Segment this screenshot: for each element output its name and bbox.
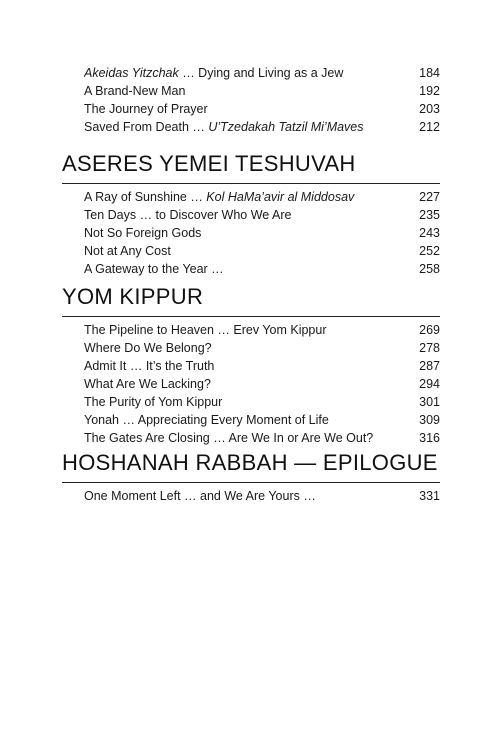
entry-title [84, 393, 400, 411]
toc-entry [62, 339, 442, 357]
entry-title-text: A Ray of Sunshine … [84, 190, 207, 204]
section-heading: ASERES YEMEI TESHUVAH [62, 151, 356, 176]
entry-title [84, 321, 400, 339]
entry-list [62, 188, 442, 278]
entry-page-number: 203 [419, 102, 440, 116]
entry-page-number: 269 [419, 323, 440, 337]
entry-page-number: 331 [419, 489, 440, 503]
toc-entry [62, 242, 442, 260]
entry-title-text: The Pipeline to Heaven … Erev Yom Kippur [84, 323, 327, 337]
entry-page-number: 192 [419, 84, 440, 98]
toc-entry [62, 393, 442, 411]
entry-title-text: Not So Foreign Gods [84, 226, 202, 240]
entry-title [84, 224, 400, 242]
entry-title [84, 411, 400, 429]
entry-title [84, 118, 400, 136]
entry-page-number: 316 [419, 431, 440, 445]
entry-page-number: 294 [419, 377, 440, 391]
toc-entry [62, 188, 442, 206]
toc-section-aseres-yemei-teshuvah [62, 151, 442, 278]
entry-page-number: 309 [419, 413, 440, 427]
entry-title-text: Not at Any Cost [84, 244, 171, 258]
toc-entry [62, 118, 442, 136]
entry-title-text: Ten Days … to Discover Who We Are [84, 208, 292, 222]
toc-entry [62, 487, 442, 505]
toc-entry [62, 375, 442, 393]
section-heading: YOM KIPPUR [62, 284, 204, 309]
entry-title [84, 82, 400, 100]
entry-page-number: 212 [419, 120, 440, 134]
entry-page-number: 258 [419, 262, 440, 276]
entry-title-italic: U’Tzedakah Tatzil Mi’Maves [208, 120, 364, 134]
entry-title [84, 487, 400, 505]
entry-title-italic: Akeidas Yitzchak [84, 66, 179, 80]
toc-section-yom-kippur [62, 284, 442, 447]
toc-section-hoshanah-rabbah-epilogue [62, 450, 442, 505]
toc-entry [62, 429, 442, 447]
entry-page-number: 301 [419, 395, 440, 409]
entry-title-text: Admit It … It’s the Truth [84, 359, 215, 373]
entry-title-text: A Brand-New Man [84, 84, 186, 98]
toc-entry [62, 100, 442, 118]
entry-title-text: Yonah … Appreciating Every Moment of Life [84, 413, 329, 427]
entry-title-text: The Purity of Yom Kippur [84, 395, 223, 409]
toc-entry [62, 82, 442, 100]
entry-title [84, 339, 400, 357]
entry-title [84, 188, 400, 206]
entry-page-number: 252 [419, 244, 440, 258]
entry-title-italic: Kol HaMa’avir al Middosav [206, 190, 355, 204]
toc-entry [62, 260, 442, 278]
toc-entry [62, 224, 442, 242]
entry-page-number: 235 [419, 208, 440, 222]
entry-title-text: The Journey of Prayer [84, 102, 208, 116]
entry-title [84, 357, 400, 375]
entry-page-number: 287 [419, 359, 440, 373]
entry-page-number: 243 [419, 226, 440, 240]
entry-page-number: 184 [419, 66, 440, 80]
entry-title-text: The Gates Are Closing … Are We In or Are We Out? [84, 431, 374, 445]
toc-entry [62, 357, 442, 375]
entry-title [84, 375, 400, 393]
entry-title [84, 429, 400, 447]
entry-title [84, 260, 400, 278]
entry-title-text: One Moment Left … and We Are Yours … [84, 489, 316, 503]
entry-title [84, 242, 400, 260]
entry-title-text: What Are We Lacking? [84, 377, 211, 391]
entry-list [62, 487, 442, 505]
entry-title [84, 64, 400, 82]
entry-title-text: A Gateway to the Year … [84, 262, 224, 276]
entry-title-text: … Dying and Living as a Jew [178, 66, 344, 80]
entry-title-text: Where Do We Belong? [84, 341, 212, 355]
toc-section-continued [62, 64, 442, 136]
entry-list [62, 321, 442, 447]
entry-title [84, 206, 400, 224]
toc-entry [62, 64, 442, 82]
entry-title [84, 100, 400, 118]
toc-entry [62, 411, 442, 429]
toc-entry [62, 321, 442, 339]
section-divider [62, 482, 440, 483]
section-divider [62, 316, 440, 317]
toc-entry [62, 206, 442, 224]
entry-title-text: Saved From Death … [84, 120, 209, 134]
section-heading: HOSHANAH RABBAH — EPILOGUE [62, 450, 438, 475]
section-divider [62, 183, 440, 184]
entry-page-number: 227 [419, 190, 440, 204]
entry-list [62, 64, 442, 136]
entry-page-number: 278 [419, 341, 440, 355]
